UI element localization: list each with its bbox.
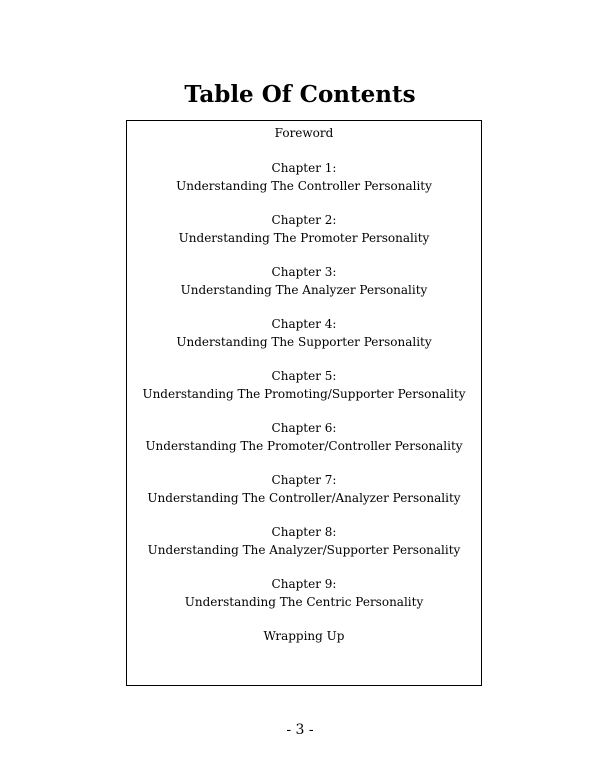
chapter-title: Understanding The Promoter Personality xyxy=(178,231,430,245)
chapter-title: Understanding The Controller Personality xyxy=(176,179,432,193)
toc-entry-foreword[interactable] xyxy=(127,124,481,142)
page-number: - 3 - xyxy=(286,722,314,738)
toc-entry-chapter-5[interactable] xyxy=(127,367,481,403)
chapter-label: Chapter 9: xyxy=(271,577,337,591)
page-title: Table Of Contents xyxy=(184,81,416,108)
chapter-title: Understanding The Promoter/Controller Personality xyxy=(145,439,463,453)
toc-entry-chapter-3[interactable] xyxy=(127,263,481,299)
table-of-contents-box xyxy=(126,120,482,686)
chapter-label: Chapter 1: xyxy=(271,161,337,175)
chapter-label: Chapter 8: xyxy=(271,525,337,539)
chapter-label: Chapter 6: xyxy=(271,421,337,435)
toc-entry-chapter-9[interactable] xyxy=(127,575,481,611)
chapter-title: Understanding The Analyzer/Supporter Personality xyxy=(147,543,461,557)
toc-entry-chapter-6[interactable] xyxy=(127,419,481,455)
toc-foreword-label: Foreword xyxy=(274,126,334,140)
toc-entry-chapter-8[interactable] xyxy=(127,523,481,559)
chapter-title: Understanding The Controller/Analyzer Personality xyxy=(147,491,461,505)
chapter-title: Understanding The Analyzer Personality xyxy=(180,283,428,297)
chapter-label: Chapter 5: xyxy=(271,369,337,383)
chapter-title: Understanding The Supporter Personality xyxy=(176,335,432,349)
toc-wrapping-up-label: Wrapping Up xyxy=(263,629,345,643)
chapter-label: Chapter 7: xyxy=(271,473,337,487)
toc-entry-chapter-4[interactable] xyxy=(127,315,481,351)
chapter-label: Chapter 4: xyxy=(271,317,337,331)
toc-entry-chapter-1[interactable] xyxy=(127,159,481,195)
toc-entry-chapter-2[interactable] xyxy=(127,211,481,247)
chapter-title: Understanding The Promoting/Supporter Personality xyxy=(142,387,466,401)
chapter-label: Chapter 3: xyxy=(271,265,337,279)
chapter-label: Chapter 2: xyxy=(271,213,337,227)
chapter-title: Understanding The Centric Personality xyxy=(184,595,424,609)
toc-entry-chapter-7[interactable] xyxy=(127,471,481,507)
toc-entry-wrapping-up[interactable] xyxy=(127,627,481,645)
